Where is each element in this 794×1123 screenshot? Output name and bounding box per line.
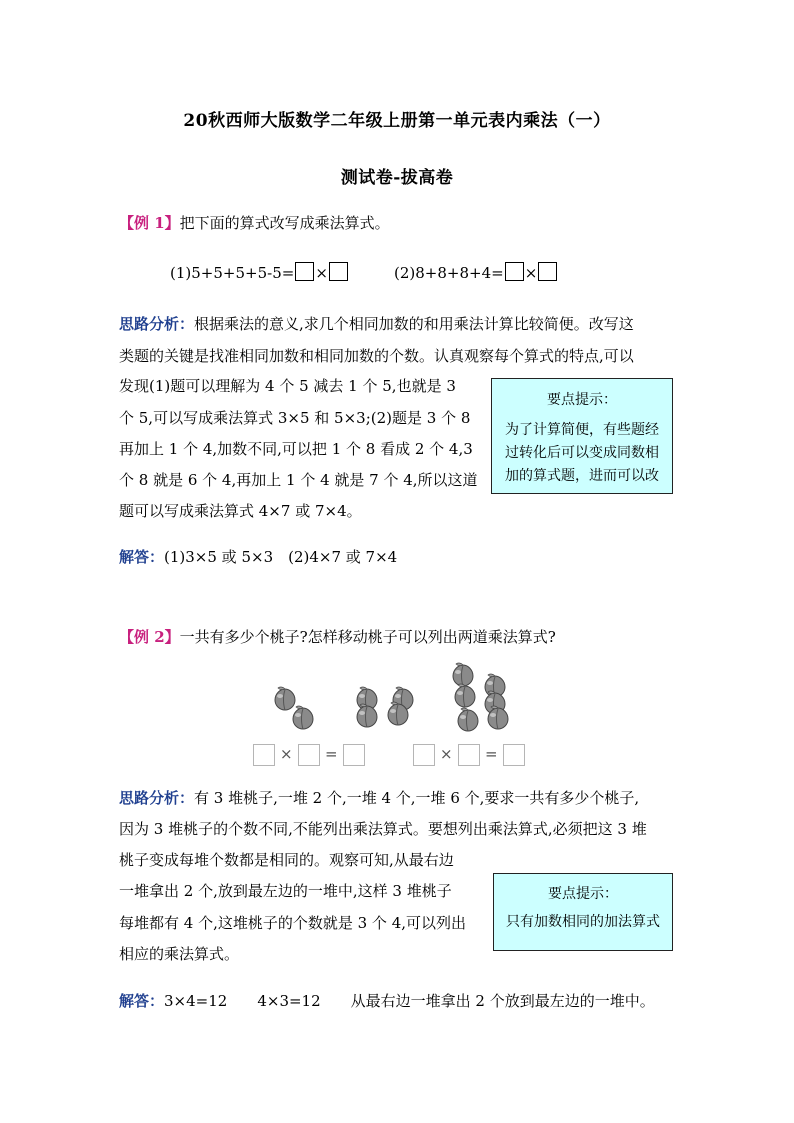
example1-expr2 [394,262,558,282]
equation-box [253,744,275,766]
equation-box [298,744,320,766]
equation-box [413,744,435,766]
analysis-text: 根据乘法的意义,求几个相同加数的和用乘法计算比较简便。改写这 [194,315,634,333]
example1-question [119,212,390,233]
example2-analysis-line: 一堆拿出 2 个,放到最左边的一堆中,这样 3 堆桃子 [119,882,452,900]
equals-sign: = [485,745,498,763]
tip-line: 只有加数相同的加法算式 [506,914,660,930]
times-sign: × [280,745,293,763]
example1-answer [119,546,397,567]
example1-analysis-line: 个 5,可以写成乘法算式 3×5 和 5×3;(2)题是 3 个 8 [119,409,471,427]
equation-box [503,744,525,766]
answer-box [329,262,348,281]
example2-analysis-line: 桃子变成每堆个数都是相同的。观察可知,从最右边 [119,851,454,869]
peach-icon [354,703,380,729]
answer-box [505,262,524,281]
example2-analysis-line [119,787,639,808]
example1-analysis-line: 再加上 1 个 4,加数不同,可以把 1 个 8 看成 2 个 4,3 [119,440,473,458]
example1-analysis-line: 题可以写成乘法算式 4×7 或 7×4。 [119,502,362,520]
answer-box [295,262,314,281]
tip-title: 要点提示： [548,886,618,902]
analysis-text: 有 3 堆桃子,一堆 2 个,一堆 4 个,一堆 6 个,要求一共有多少个桃子, [194,789,640,807]
answer-label: 解答： [119,992,165,1010]
example2-answer [119,990,655,1011]
peach-icon [452,683,478,709]
tip-box [491,378,673,494]
example2-analysis-line: 每堆都有 4 个,这堆桃子的个数就是 3 个 4,可以列出 [119,914,467,932]
example1-label: 【例 1】 [119,214,180,232]
peach-icon [290,705,316,731]
tip-title: 要点提示： [547,392,617,408]
example2-label: 【例 2】 [119,628,180,646]
equation-box [458,744,480,766]
equals-sign: = [325,745,338,763]
tip-line: 过转化后可以变成同数相 [505,445,659,461]
example2-question-text: 一共有多少个桃子?怎样移动桃子可以列出两道乘法算式? [179,628,556,646]
times-sign: × [315,264,328,282]
example1-analysis-line: 发现(1)题可以理解为 4 个 5 减去 1 个 5,也就是 3 [119,377,456,395]
answer-text: 3×4=12 4×3=12 从最右边一堆拿出 2 个放到最左边的一堆中。 [164,992,655,1010]
equation-box [343,744,365,766]
example2-analysis-line: 相应的乘法算式。 [119,945,240,963]
times-sign: × [440,745,453,763]
example1-analysis-line [119,313,634,334]
answer-box [538,262,557,281]
analysis-label: 思路分析： [119,315,195,333]
example2-question [119,626,556,647]
example2-analysis-line: 因为 3 堆桃子的个数不同,不能列出乘法算式。要想列出乘法算式,必须把这 3 堆 [119,820,647,838]
doc-title: 20秋西师大版数学二年级上册第一单元表内乘法（一） [183,111,611,131]
peach-icon [385,701,411,727]
tip-line: 为了计算简便，有些题经 [505,422,659,438]
doc-subtitle: 测试卷-拔高卷 [340,168,454,188]
tip-line: 加的算式题，进而可以改 [505,468,659,484]
peach-icon [485,705,511,731]
answer-label: 解答： [119,548,165,566]
expr1-text: (1)5+5+5+5-5= [170,264,295,282]
example1-analysis-line: 类题的关键是找准相同加数和相同加数的个数。认真观察每个算式的特点,可以 [119,347,634,365]
expr2-text: (2)8+8+8+4= [394,264,504,282]
peach-icon [455,707,481,733]
tip-box [493,873,673,951]
example1-expr1 [170,262,349,282]
times-sign: × [524,264,538,282]
analysis-label: 思路分析： [119,789,195,807]
example1-analysis-line: 个 8 就是 6 个 4,再加上 1 个 4 就是 7 个 4,所以这道 [119,471,478,489]
example1-question-text: 把下面的算式改写成乘法算式。 [179,214,390,232]
answer-text: (1)3×5 或 5×3 (2)4×7 或 7×4 [164,548,398,566]
